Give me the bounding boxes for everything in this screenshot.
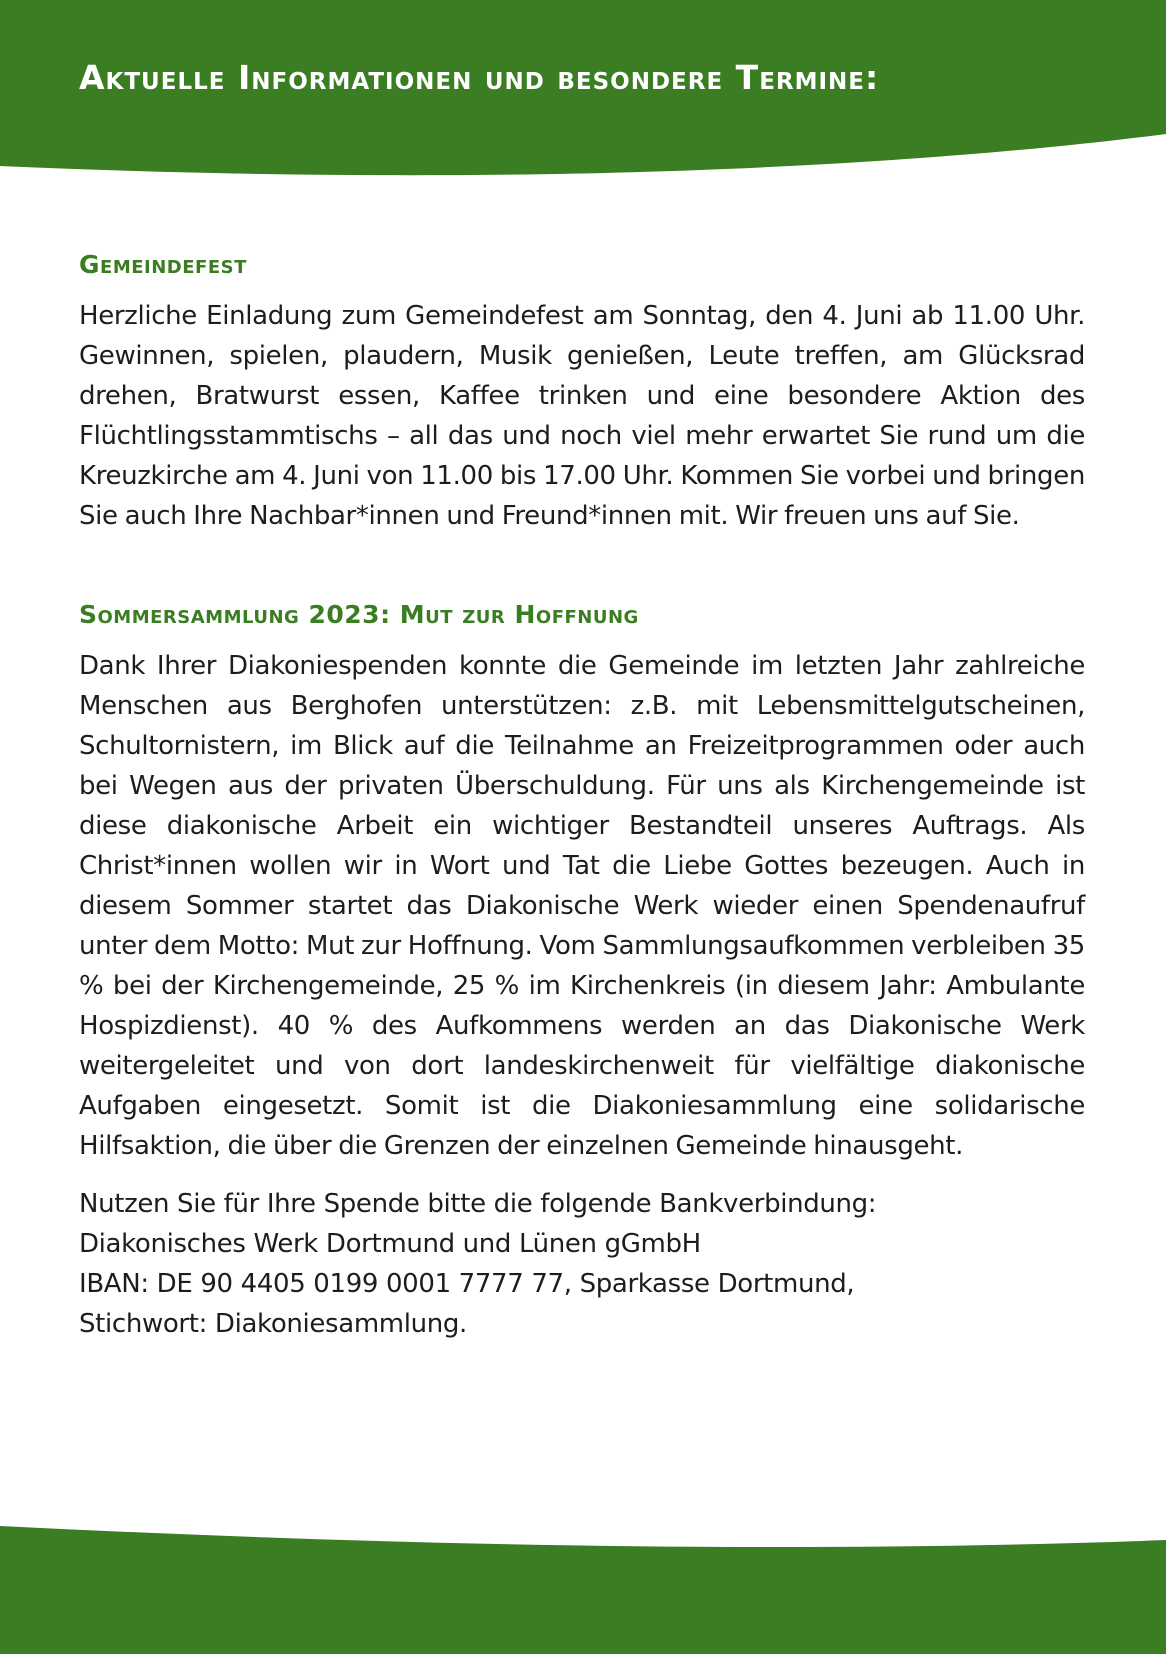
footer-banner [0,1524,1166,1654]
section-heading: Gemeindefest [79,250,247,279]
section-paragraph: Herzliche Einladung zum Gemeindefest am Sonntag, den 4. Juni ab 11.00 Uhr. Gewinnen, spielen, plaudern, Musik genießen, Leute treffen, am Glücksrad drehen, Bratwurst essen, Kaffee trinken und eine besondere Aktion des Flüchtlingsstammtischs – all das und noch viel mehr erwartet Sie rund um die Kreuzkirche am 4. Juni von 11.00 bis 17.00 Uhr. Kommen Sie vorbei und bringen Sie auch Ihre Nachbar*innen und Freund*innen mit. Wir freuen uns auf Sie. [79,301,1085,531]
bank-line: IBAN: DE 90 4405 0199 0001 7777 77, Sparkasse Dortmund, [79,1269,855,1299]
bank-line: Nutzen Sie für Ihre Spende bitte die folgende Bankverbindung: [79,1189,877,1219]
section-paragraph: Dank Ihrer Diakoniespenden konnte die Gemeinde im letzten Jahr zahlreiche Menschen aus Berghofen unterstützen: z.B. mit Lebensmittelgutscheinen, Schultornistern, im Blick auf die Teilnahme an Freizeitprogrammen oder auch bei Wegen aus der privaten Überschuldung. Für uns als Kirchengemeinde ist diese diakonische Arbeit ein wichtiger Bestandteil unseres Auftrags. Als Christ*innen wollen wir in Wort und Tat die Liebe Gottes bezeugen. Auch in diesem Sommer startet das Diakonische Werk wieder einen Spendenaufruf unter dem Motto: Mut zur Hoffnung. Vom Sammlungsaufkommen verbleiben 35 % bei der Kirchengemeinde, 25 % im Kirchenkreis (in diesem Jahr: Ambulante Hospizdienst). 40 % des Aufkommens werden an das Diakonische Werk weitergeleitet und von dort landeskirchenweit für vielfältige diakonische Aufgaben eingesetzt. Somit ist die Diakoniesammlung eine solidarische Hilfsaktion, die über die Grenzen der einzelnen Gemeinde hinausgeht. [79,651,1085,1161]
page-title: Aktuelle Informationen und besondere Termine: [79,58,880,97]
section-gemeindefest [79,248,1085,536]
main-content [79,248,1085,1344]
section-sommersammlung [79,598,1085,1344]
section-heading: Sommersammlung 2023: Mut zur Hoffnung [79,600,639,629]
footer-banner-shape [0,1524,1166,1654]
bank-details [79,1184,1085,1344]
header-banner [0,0,1166,190]
bank-line: Diakonisches Werk Dortmund und Lünen gGmbH [79,1229,701,1259]
bank-line: Stichwort: Diakoniesammlung. [79,1309,467,1339]
